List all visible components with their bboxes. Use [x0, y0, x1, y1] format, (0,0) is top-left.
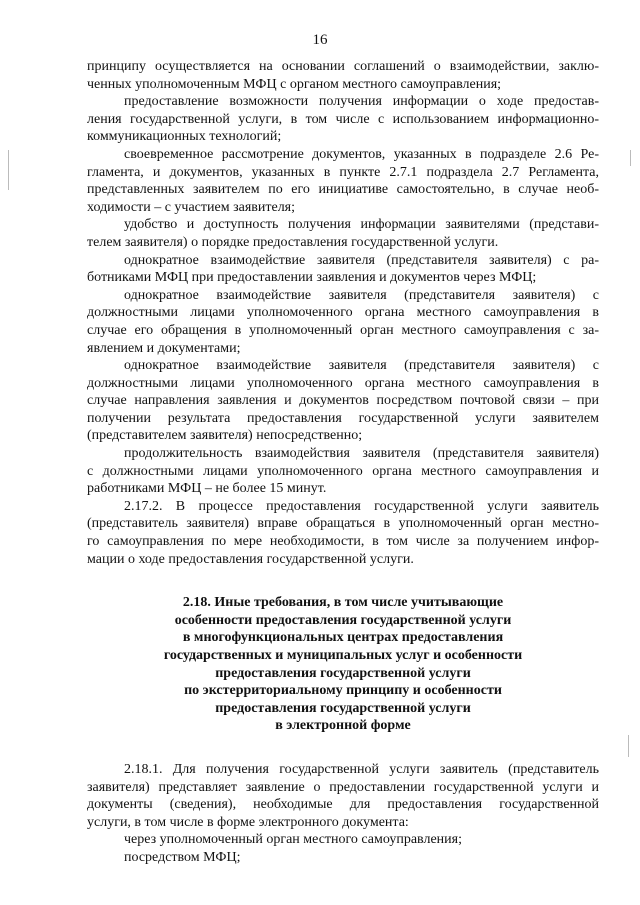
text-line: 2.18.1. Для получения государственной услуги заявитель (представитель — [124, 761, 599, 777]
text-line: 2.17.2. В процессе предоставления государственной услуги заявитель — [124, 498, 599, 514]
text-line: услуги, в том числе в форме электронного документа: — [87, 814, 409, 830]
paragraph — [87, 58, 599, 93]
text-line: получении результата предоставления государственной услуги заявителем — [87, 410, 599, 426]
text-line: коммуникационных технологий; — [87, 129, 282, 145]
text-line: мации о ходе предоставления государственной услуги. — [87, 551, 414, 567]
text-line: гламента, и документов, указанных в пункте 2.7.1 подраздела 2.7 Регламента, — [87, 164, 599, 180]
paragraph — [87, 93, 599, 146]
text-line: предоставление возможности получения информации о ходе предостав- — [124, 94, 599, 110]
text-line: ботниками МФЦ при предоставлении заявления и документов через МФЦ; — [87, 270, 537, 286]
paragraph — [87, 216, 599, 251]
text-line: принципу осуществляется на основании соглашений о взаимодействии, заклю- — [87, 59, 599, 74]
heading-line: по экстерриториальному принципу и особенности — [184, 683, 502, 699]
heading-line: предоставления государственной услуги — [215, 700, 471, 716]
text-line: заявителя) представляет заявление о предоставлении государственной услуги и — [87, 779, 599, 795]
heading-line: 2.18. Иные требования, в том числе учитывающие — [182, 595, 504, 611]
paragraph — [87, 287, 599, 357]
heading-line: в электронной форме — [275, 718, 411, 734]
text-line: ходимости – с участием заявителя; — [87, 199, 296, 215]
paragraph — [87, 252, 599, 287]
text-line: должностными лицами уполномоченного органа местного самоуправления в — [87, 375, 599, 391]
scan-artifact-right-lower — [628, 735, 629, 757]
text-line: представленных заявителем по его инициативе самостоятельно, в случае необ- — [87, 182, 599, 198]
paragraph — [87, 831, 599, 849]
text-line: продолжительность взаимодействия заявителя (представителя заявителя) — [124, 446, 599, 462]
text-line: однократное взаимодействие заявителя (представителя заявителя) с — [124, 287, 599, 303]
text-line: удобство и доступность получения информации заявителями (представи- — [124, 217, 599, 233]
scan-artifact-right — [630, 150, 631, 166]
text-line: однократное взаимодействие заявителя (представителя заявителя) с — [124, 358, 599, 374]
text-line: телем заявителя) о порядке предоставления государственной услуги. — [87, 234, 499, 250]
text-line: явлением и документами; — [87, 340, 241, 356]
bottom-section — [87, 761, 599, 867]
text-line: однократное взаимодействие заявителя (представителя заявителя) с ра- — [124, 252, 599, 268]
paragraph — [87, 849, 599, 867]
paragraph — [87, 498, 599, 568]
paragraph — [87, 357, 599, 445]
heading-line: в многофункциональных центрах предоставления — [182, 630, 504, 646]
text-line: ления государственной услуги, в том числе с использованием информационно- — [87, 111, 599, 127]
text-line: (представитель заявителя) вправе обращаться в уполномоченный орган местно- — [87, 516, 599, 532]
text-line: работниками МФЦ – не более 15 минут. — [87, 481, 327, 497]
text-line: случае направления заявления и документов посредством почтовой связи – при — [87, 393, 599, 409]
text-line: го самоуправления по мере необходимости, в том числе за получением инфор- — [87, 534, 599, 550]
text-line: должностными лицами уполномоченного органа местного самоуправления в — [87, 305, 599, 321]
section-heading — [87, 594, 599, 735]
text-line: посредством МФЦ; — [124, 849, 241, 865]
heading-line: особенности предоставления государственной услуги — [174, 612, 512, 628]
text-line: своевременное рассмотрение документов, указанных в подразделе 2.6 Ре- — [124, 146, 599, 162]
text-line: (представителем заявителя) непосредственно; — [87, 428, 363, 444]
paragraph — [87, 761, 599, 831]
text-line: с должностными лицами уполномоченного органа местного самоуправления и — [87, 463, 599, 479]
heading-line: государственных и муниципальных услуг и особенности — [163, 648, 523, 663]
text-line: ченных уполномоченным МФЦ с органом местного самоуправления; — [87, 76, 502, 92]
scan-artifact-left — [8, 150, 9, 190]
text-line: через уполномоченный орган местного самоуправления; — [124, 832, 462, 848]
document-body — [87, 58, 599, 867]
paragraph — [87, 146, 599, 216]
text-line: случае его обращения в уполномоченный орган местного самоуправления с за- — [87, 322, 599, 338]
top-section — [87, 58, 599, 568]
page-number: 16 — [312, 32, 328, 48]
heading-line: предоставления государственной услуги — [215, 665, 471, 681]
text-line: документы (сведения), необходимые для предоставления государственной — [87, 797, 599, 813]
paragraph — [87, 445, 599, 498]
